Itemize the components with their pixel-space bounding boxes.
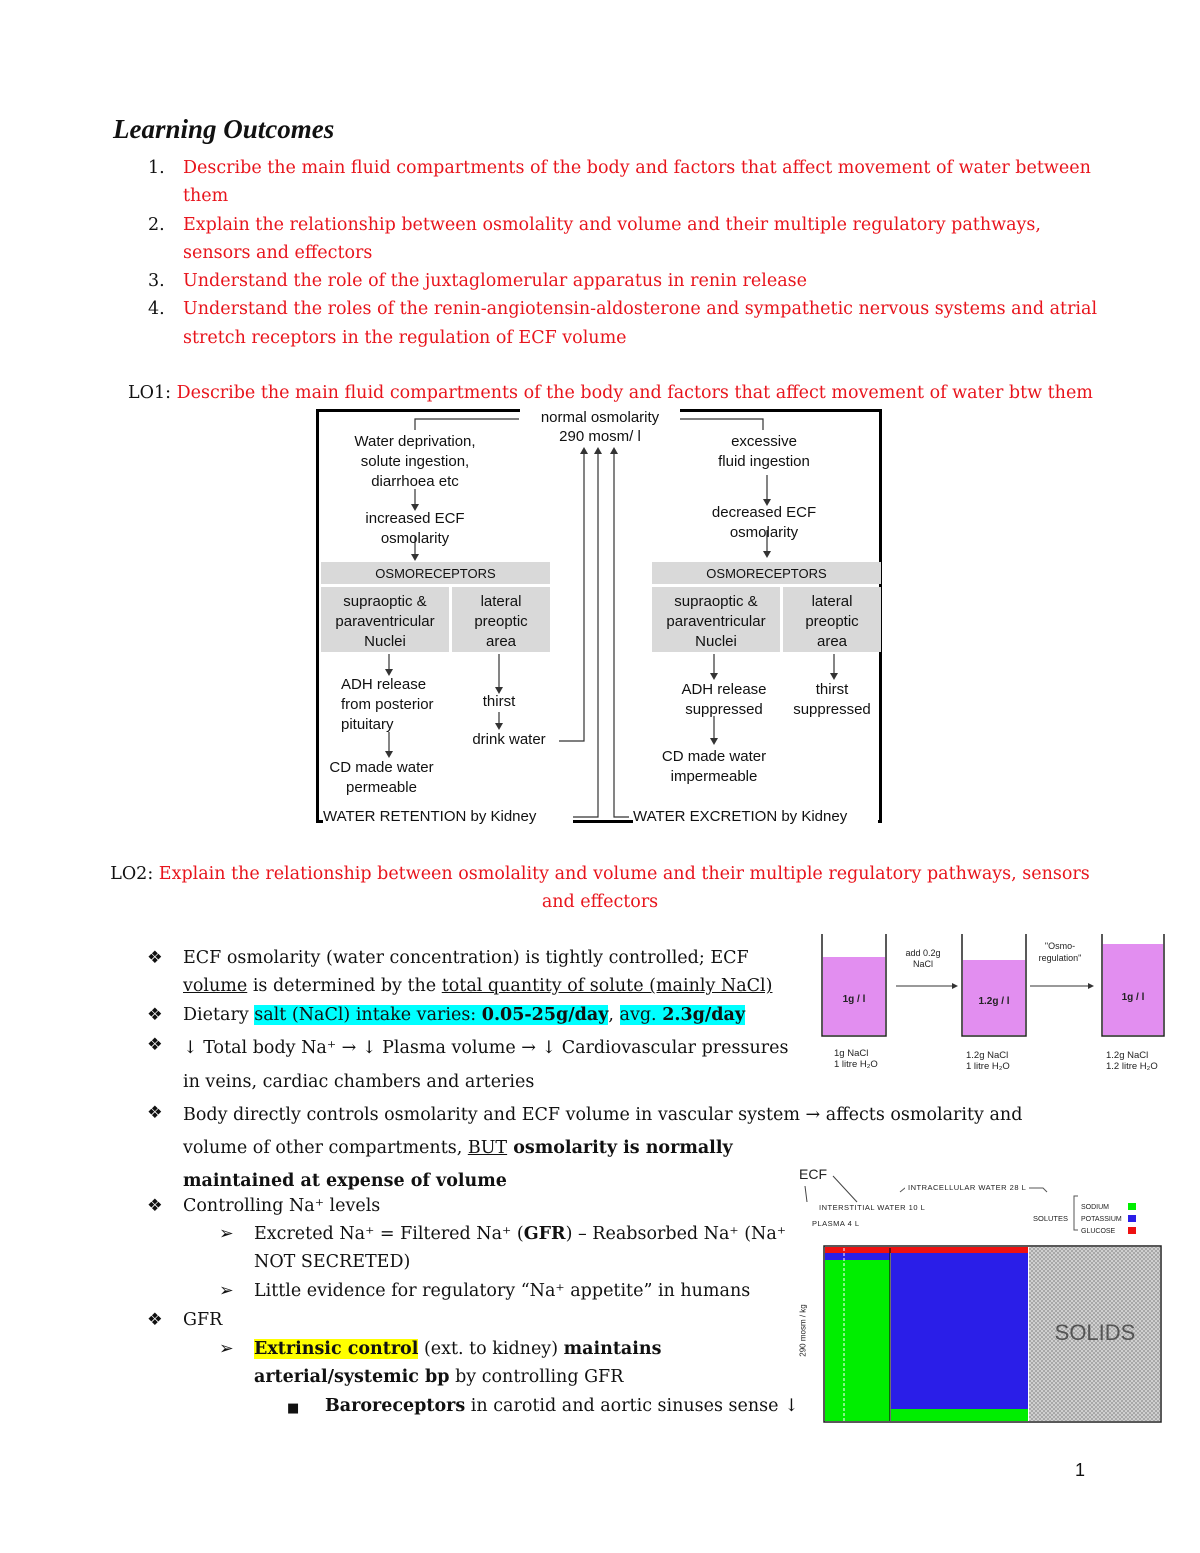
square-bullet-icon: ■ <box>287 1401 300 1416</box>
caption-text: 1.2g NaCl <box>966 1050 1009 1061</box>
legend-glucose: GLUCOSE <box>1081 1228 1116 1235</box>
nuclei-line: supraoptic & <box>343 593 427 610</box>
lo2-label: LO2: <box>110 864 154 884</box>
cd-line: permeable <box>346 779 417 796</box>
bullet-text-underline: total quantity of solute (mainly NaCl) <box>441 976 773 997</box>
glucose-swatch <box>1128 1227 1136 1234</box>
list-item <box>148 295 1098 352</box>
list-item <box>148 267 1098 295</box>
bullet-item <box>183 944 823 1001</box>
bullet-text: is determined by the <box>247 976 442 997</box>
bullet-item <box>183 1001 823 1029</box>
bullet-text-highlight: salt (NaCl) intake varies: <box>254 1005 482 1025</box>
nuclei-line: supraoptic & <box>674 593 758 610</box>
beaker-3-fluid <box>1103 944 1163 1035</box>
ecf-label: ECF <box>799 1166 827 1182</box>
bullet-text: NOT SECRETED) <box>254 1252 411 1273</box>
result-text: osmolarity <box>380 530 450 547</box>
lo2-heading <box>100 860 1100 916</box>
bullet-text: Little evidence for regulatory “Na⁺ appetite” in humans <box>254 1281 751 1301</box>
potassium-icf <box>891 1253 1028 1409</box>
sub-sub-bullet-item <box>325 1392 799 1420</box>
diamond-bullet-icon: ❖ <box>147 1005 163 1025</box>
bracket-line <box>415 419 519 430</box>
sodium-icf <box>891 1409 1028 1421</box>
bullet-text: GFR <box>183 1310 223 1330</box>
beaker-1-label: 1g / l <box>842 994 866 1005</box>
solutes-label: SOLUTES <box>1033 1214 1069 1223</box>
bullet-text-highlight: Extrinsic control <box>254 1339 419 1359</box>
bullet-text: volume of other compartments, <box>183 1138 468 1158</box>
osmoregulation-flowchart <box>316 409 882 823</box>
adh-suppressed <box>664 680 784 720</box>
lo2-text: Explain the relationship between osmolality and volume and their multiple regulatory pathways, sensors <box>158 864 1090 884</box>
cause-text: excessive <box>731 433 797 450</box>
bullet-text-bold: arterial/systemic bp <box>254 1367 450 1388</box>
learning-outcomes-list <box>148 154 1098 352</box>
bullet-text-underline: volume <box>183 976 248 997</box>
adh-line: from posterior <box>341 696 434 713</box>
list-number: 1. <box>148 158 165 178</box>
lateral-line: preoptic <box>474 613 528 630</box>
beaker-1-caption <box>818 1048 914 1070</box>
outcome-text: Explain the relationship between osmolality and volume and their multiple regulatory pathways, sensors and effectors <box>183 214 1041 263</box>
normal-osmolarity-text: normal osmolarity <box>540 409 660 426</box>
solids-label: SOLIDS <box>1054 1320 1136 1345</box>
left-causes <box>335 432 495 492</box>
bullet-text-highlight: 2.3g/day <box>662 1005 746 1025</box>
bullet-text: Dietary <box>183 1005 255 1025</box>
result-text: decreased ECF <box>711 504 817 521</box>
list-number: 2. <box>148 214 165 235</box>
bullet-text: Excreted Na⁺ = Filtered Na⁺ ( <box>254 1224 524 1244</box>
potassium-band-ecf <box>825 1253 890 1260</box>
normal-osmolarity-value: 290 mosm/ l <box>559 428 641 445</box>
sub-bullet-item <box>254 1335 814 1392</box>
bullet-item <box>183 1031 823 1099</box>
decreased-ecf-box <box>689 503 839 543</box>
bullet-text-bold: osmolarity is normally <box>507 1138 733 1158</box>
diamond-bullet-icon: ❖ <box>147 1103 163 1123</box>
lo1-heading <box>128 379 1128 407</box>
cd-permeable <box>319 758 444 798</box>
outcome-text: Understand the roles of the renin-angiotensin-aldosterone and sympathetic nervous systems and atrial stretch receptors in the regulation of ECF volume <box>183 299 1098 348</box>
lo1-text: Describe the main fluid compartments of the body and factors that affect movement of water btw them <box>176 383 1093 403</box>
adh-line: suppressed <box>685 701 763 718</box>
sodium-ecf <box>825 1260 890 1421</box>
potassium-swatch <box>1128 1215 1136 1222</box>
intracellular-label: INTRACELLULAR WATER 28 L <box>905 1183 1029 1192</box>
bullet-text: Body directly controls osmolarity and ECF volume in vascular system → affects osmolarity and <box>183 1105 1023 1125</box>
list-item <box>148 211 1098 268</box>
cause-text: diarrhoea etc <box>371 473 459 490</box>
thirst-line: thirst <box>815 681 849 698</box>
normal-osmolarity-label <box>520 408 680 446</box>
lateral-line: area <box>485 633 517 650</box>
nuclei-line: paraventricular <box>335 613 435 630</box>
step-text: add 0.2g <box>905 948 941 958</box>
right-causes <box>689 432 839 472</box>
adh-line: ADH release <box>341 676 427 693</box>
nuclei-line: paraventricular <box>666 613 766 630</box>
arrow-bullet-icon: ➢ <box>219 1224 234 1244</box>
increased-ecf-box <box>335 509 495 549</box>
drink-water: drink water <box>472 731 546 748</box>
bullet-text-underline: BUT <box>467 1138 508 1158</box>
add-nacl-label <box>898 948 948 970</box>
sub-bullet-item <box>254 1220 814 1277</box>
bullet-text-highlight: 0.05-25g/day <box>481 1005 609 1025</box>
beaker-3-caption <box>1106 1050 1176 1072</box>
caption-text: 1 litre H₂O <box>966 1061 1010 1072</box>
list-item <box>148 154 1098 211</box>
nuclei-text <box>652 592 780 652</box>
step-text: "Osmo- <box>1044 941 1076 951</box>
bullet-text: ECF osmolarity (water concentration) is tightly controlled; ECF <box>183 948 749 968</box>
beaker-figure <box>818 930 1168 1075</box>
sodium-swatch <box>1128 1203 1136 1210</box>
bullet-text: (ext. to kidney) <box>418 1339 564 1359</box>
lateral-text <box>452 592 550 652</box>
bullet-text: in carotid and aortic sinuses sense ↓ <box>465 1396 799 1416</box>
compartment-figure <box>795 1166 1175 1426</box>
plasma-label: PLASMA 4 L <box>812 1219 860 1228</box>
interstitial-label: INTERSTITIAL WATER 10 L <box>819 1203 926 1212</box>
diamond-bullet-icon: ❖ <box>147 1310 163 1330</box>
bullet-text-highlight: avg. <box>619 1005 663 1025</box>
osmoreceptors-label: OSMORECEPTORS <box>706 566 827 581</box>
lateral-line: lateral <box>480 593 522 610</box>
arrow-bullet-icon: ➢ <box>219 1281 234 1301</box>
result-text: osmolarity <box>729 524 799 541</box>
cause-text: solute ingestion, <box>360 453 470 470</box>
caption-text: 1g NaCl <box>834 1048 869 1059</box>
legend-potassium: POTASSIUM <box>1081 1216 1122 1223</box>
nuclei-line: Nuclei <box>364 633 406 650</box>
thirst-line: suppressed <box>793 701 871 718</box>
lateral-text <box>783 592 881 652</box>
adh-release-left <box>331 675 461 735</box>
caption-text: 1.2 litre H₂O <box>1106 1061 1158 1072</box>
result-text: increased ECF <box>365 510 465 527</box>
lateral-line: preoptic <box>805 613 859 630</box>
nuclei-line: Nuclei <box>695 633 737 650</box>
adh-line: pituitary <box>341 716 394 733</box>
cause-text: fluid ingestion <box>718 453 810 470</box>
lo1-label: LO1: <box>128 383 171 403</box>
lateral-line: lateral <box>811 593 853 610</box>
cd-impermeable <box>649 747 779 787</box>
page-title: Learning Outcomes <box>113 114 335 144</box>
nuclei-text <box>321 592 449 652</box>
page-number: 1 <box>1075 1460 1086 1480</box>
adh-line: ADH release <box>681 681 767 698</box>
beaker-2-caption <box>966 1050 1046 1072</box>
diamond-bullet-icon: ❖ <box>147 1196 163 1216</box>
water-retention: WATER RETENTION by Kidney <box>323 807 573 827</box>
step-text: regulation" <box>1038 953 1082 963</box>
osmoregulation-label <box>1030 940 1090 964</box>
glucose-band <box>825 1247 1028 1253</box>
caption-text: 1 litre H₂O <box>834 1059 878 1070</box>
bullet-text-bold: GFR <box>523 1224 566 1244</box>
arrow-bullet-icon: ➢ <box>219 1339 234 1359</box>
legend <box>1081 1202 1122 1238</box>
bullet-text-bold: maintained at expense of volume <box>183 1171 507 1191</box>
cause-text: Water deprivation, <box>354 433 476 450</box>
outcome-text: Describe the main fluid compartments of the body and factors that affect movement of water between them <box>183 158 1091 207</box>
beaker-2-label: 1.2g / l <box>978 996 1010 1007</box>
step-text: NaCl <box>912 959 933 969</box>
cd-line: CD made water <box>329 759 434 776</box>
bullet-text: in veins, cardiac chambers and arteries <box>183 1072 535 1092</box>
bullet-text: ) – Reabsorbed Na⁺ (Na⁺ <box>565 1224 787 1244</box>
bullet-text: Controlling Na⁺ levels <box>183 1196 381 1216</box>
lateral-line: area <box>816 633 848 650</box>
bullet-text-bold: maintains <box>563 1339 662 1359</box>
water-excretion: WATER EXCRETION by Kidney <box>633 807 878 827</box>
bracket-line <box>679 419 763 430</box>
legend-sodium: SODIUM <box>1081 1204 1109 1211</box>
thirst-left: thirst <box>482 693 516 710</box>
bullet-text: by controlling GFR <box>449 1367 624 1388</box>
diamond-bullet-icon: ❖ <box>147 1035 163 1055</box>
lo2-text-cont: and effectors <box>541 892 659 912</box>
list-number: 4. <box>148 299 165 320</box>
bullet-text: , <box>608 1005 620 1025</box>
caption-text: 1.2g NaCl <box>1106 1050 1149 1061</box>
thirst-suppressed <box>784 680 880 720</box>
cd-line: CD made water <box>661 748 767 765</box>
beaker-3-label: 1g / l <box>1121 992 1145 1003</box>
outcome-text: Understand the role of the juxtaglomerular apparatus in renin release <box>183 271 807 292</box>
bullet-text-bold: Baroreceptors <box>325 1396 466 1416</box>
cd-line: impermeable <box>670 768 758 785</box>
list-number: 3. <box>148 271 165 292</box>
bullet-text: ↓ Total body Na⁺ → ↓ Plasma volume → ↓ Cardiovascular pressures <box>183 1038 789 1058</box>
osmoreceptors-label: OSMORECEPTORS <box>375 566 496 581</box>
y-axis-label: 290 mosm / kg <box>798 1304 808 1357</box>
diamond-bullet-icon: ❖ <box>147 948 163 968</box>
